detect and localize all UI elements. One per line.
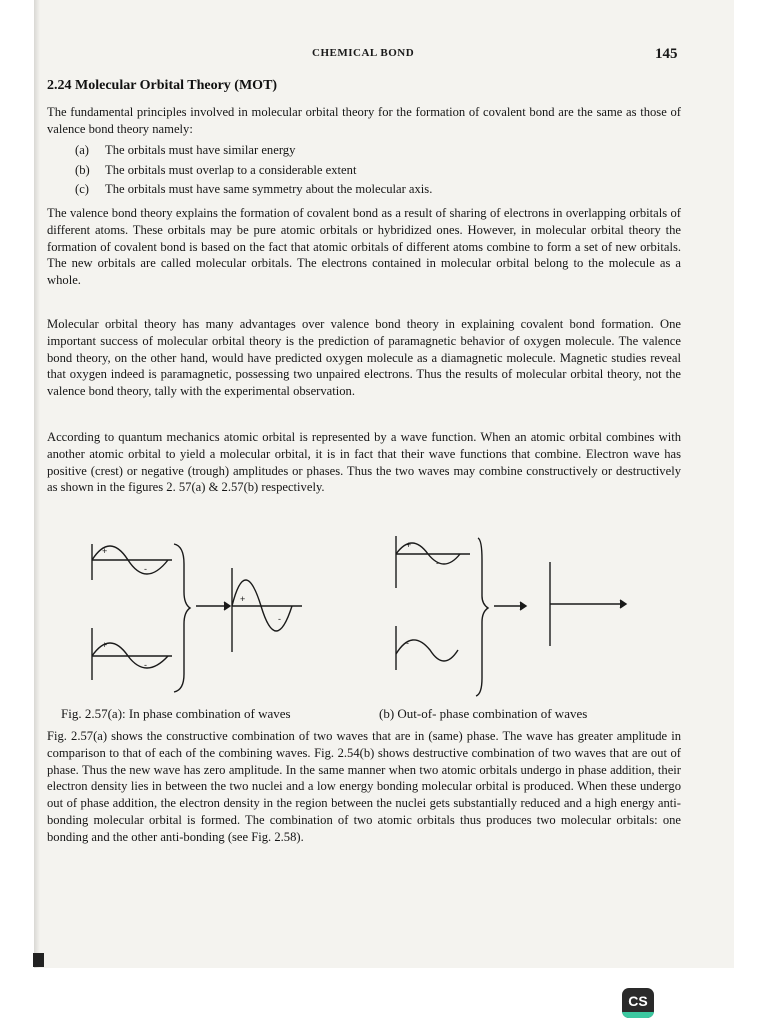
plus-label: + [102, 640, 108, 650]
minus-label: - [144, 660, 147, 670]
badge-stripe [622, 1012, 654, 1018]
plus-label: + [102, 546, 108, 556]
wave-b-result [550, 562, 626, 646]
list-item [75, 182, 432, 197]
list-marker: (b) [75, 163, 90, 177]
list-marker: (a) [75, 143, 89, 157]
wave-a-result [232, 568, 302, 652]
paragraph-wave-function: According to quantum mechanics atomic orbital is represented by a wave function. When an atomic orbital combines with another atomic orbital to yield a molecular orbital, it is in fact that their wave functions that combine. Electron wave has positive (crest) or negative (trough) amplitudes or phases. Thus the two waves may combine constructively or destructively as shown in the figures 2. 57(a) & 2.57(b) respectively. [47, 430, 681, 495]
list-item [75, 143, 295, 158]
list-text: The orbitals must have similar energy [105, 143, 296, 157]
page-number: 145 [655, 46, 678, 62]
paragraph-valence-bond: The valence bond theory explains the formation of covalent bond as a result of sharing of electrons in overlapping orbitals of different atoms. These orbitals may be pure atomic orbitals or hybridized ones. However, in molecular orbital theory the formation of covalent bond is based on the fact that atomic orbitals of different atoms combine to form a set of new orbitals. The new orbitals are called molecular orbitals. The electrons contained in molecular orbital belong to the molecule as a whole. [47, 206, 681, 288]
wave-a-bottom [92, 628, 172, 680]
minus-label: - [144, 564, 147, 574]
minus-label: - [278, 614, 281, 624]
list-text: The orbitals must overlap to a considerable extent [105, 163, 357, 177]
camscanner-badge [622, 988, 654, 1018]
paragraph-intro: The fundamental principles involved in molecular orbital theory for the formation of covalent bond are the same as those of valence bond theory namely: [47, 105, 681, 136]
list-marker: (c) [75, 182, 89, 196]
minus-label: - [436, 558, 439, 568]
minus-label: - [406, 638, 409, 648]
brace-b [476, 538, 488, 696]
figure-caption-b: (b) Out-of- phase combination of waves [379, 706, 588, 721]
paragraph-combination: Fig. 2.57(a) shows the constructive combination of two waves that are in (same) phase. The wave has greater amplitude in comparison to that of each of the combining waves. Fig. 2.54(b) shows destructive combination of two waves that are out of phase. Thus the new wave has zero amplitude. In the same manner when two atomic orbitals undergo in phase addition, their electron density lies in between the two nuclei and a low energy bonding molecular orbital is produced. When these undergo out of phase addition, the electron density in the region between the nuclei gets substantially reduced and a high energy anti-bonding molecular orbital is formed. The combination of two atomic orbitals thus produces two molecular orbitals: one bonding and the other anti-bonding (see Fig. 2.58). [47, 729, 681, 844]
running-head: CHEMICAL BOND [312, 47, 415, 59]
plus-label: + [406, 540, 412, 550]
paragraph-mot-advantages: Molecular orbital theory has many advantages over valence bond theory in explaining covalent bond formation. One important success of molecular orbital theory is the prediction of paramagnetic behavior of oxygen molecule. The valence bond theory, on the other hand, would have predicted oxygen molecule as a diamagnetic molecule. Magnetic studies reveal that oxygen indeed is paramagnetic, possessing two unpaired electrons. Thus the results of molecular orbital theory, not the valence bond theory, tally with the experimental observation. [47, 317, 681, 399]
wave-combination-figure [80, 530, 640, 705]
section-heading: 2.24 Molecular Orbital Theory (MOT) [47, 78, 278, 93]
figure-caption-a: Fig. 2.57(a): In phase combination of waves [61, 706, 291, 721]
list-text: The orbitals must have same symmetry about the molecular axis. [105, 182, 433, 196]
wave-b-bottom [396, 626, 458, 670]
plus-label: + [240, 594, 246, 604]
page-edge-shadow [34, 0, 40, 968]
page-edge-mark [33, 953, 44, 967]
list-item [75, 163, 356, 178]
brace-a [174, 544, 190, 692]
badge-label: CS [628, 993, 648, 1009]
